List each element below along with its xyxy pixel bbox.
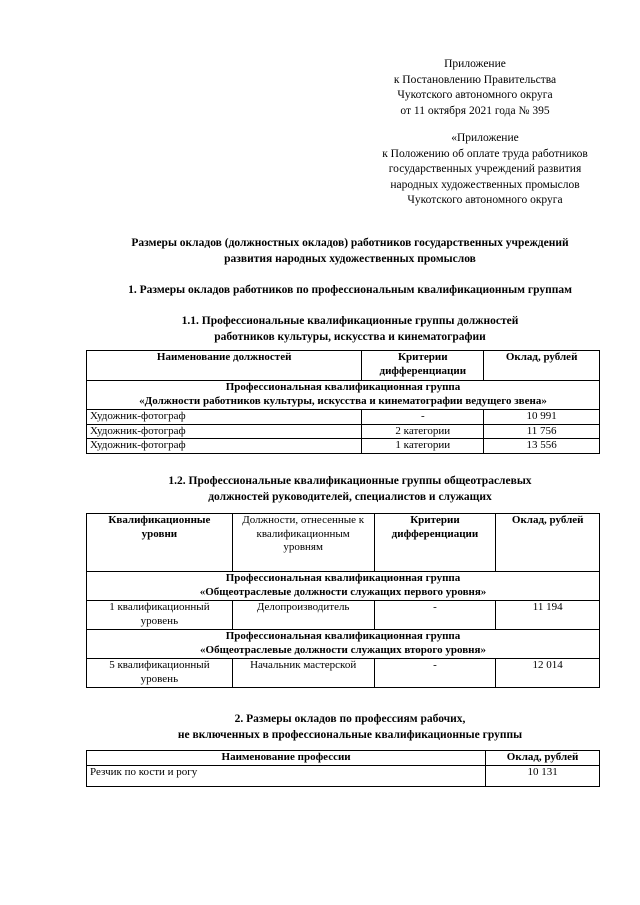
header-cell: Квалификационные уровни (87, 514, 233, 572)
appendix-title: Приложение (444, 58, 506, 70)
cell-criteria: 2 категории (362, 424, 484, 439)
main-title-line2: развития народных художественных промыслов (224, 252, 476, 265)
group-row (87, 630, 600, 659)
appendix2-line3: народных художественных промыслов (390, 178, 580, 191)
cell-level: 1 квалификационный уровень (87, 601, 233, 630)
appendix2-line2: государственных учреждений развития (388, 163, 582, 175)
appendix-line3: от 11 октября 2021 года № 395 (400, 104, 550, 117)
table-row (87, 410, 600, 425)
cell-position: Начальник мастерской (232, 659, 374, 688)
section12-table (86, 513, 600, 688)
table-row (87, 424, 600, 439)
table-header-row (87, 351, 600, 381)
group-row (87, 572, 600, 601)
appendix2-header (340, 131, 630, 209)
main-title-line1: Размеры окладов (должностных окладов) работников государственных учреждений (131, 237, 569, 249)
section12-title-line2: должностей руководителей, специалистов и служащих (208, 490, 492, 503)
appendix2-line1: к Положению об оплате труда работников (382, 147, 588, 160)
appendix-header (330, 57, 620, 119)
group-line1: Профессиональная квалификационная группа (225, 381, 461, 393)
cell-level: 5 квалификационный уровень (87, 659, 233, 688)
table-header-row (87, 514, 600, 572)
cell-name: Художник-фотограф (87, 424, 362, 439)
header-cell: Должности, отнесенные к квалификационным уровням (232, 514, 374, 572)
cell-salary: 13 556 (484, 439, 600, 454)
table-row (87, 601, 600, 630)
cell-salary: 10 991 (484, 410, 600, 425)
section2-table (86, 750, 600, 787)
group-line1: Профессиональная квалификационная группа (225, 572, 461, 584)
appendix-line2: Чукотского автономного округа (397, 89, 553, 101)
main-title (60, 236, 640, 267)
appendix2-line4: Чукотского автономного округа (407, 194, 563, 206)
cell-criteria: 1 категории (362, 439, 484, 454)
header-cell: Наименование профессии (87, 751, 486, 766)
cell-criteria: - (362, 410, 484, 425)
group-line2: «Должности работников культуры, искусства и кинематографии ведущего звена» (139, 394, 547, 407)
section11-title-line1: 1.1. Профессиональные квалификационные группы должностей (181, 315, 519, 327)
section2-title-line1: 2. Размеры окладов по профессиям рабочих, (234, 713, 466, 725)
header-cell: Критерии дифференциации (362, 351, 484, 381)
group-line1: Профессиональная квалификационная группа (225, 630, 461, 642)
section12-title-line1: 1.2. Профессиональные квалификационные группы общеотраслевых (168, 475, 532, 487)
cell-criteria: - (374, 601, 496, 630)
table-row (87, 765, 600, 786)
appendix2-title: «Приложение (451, 132, 519, 144)
header-cell: Оклад, рублей (496, 514, 600, 572)
header-cell: Наименование должностей (87, 351, 362, 381)
section2-title-line2: не включенных в профессиональные квалификационные группы (177, 728, 523, 741)
section1-title: 1. Размеры окладов работников по профессиональным квалификационным группам (128, 284, 572, 296)
cell-name: Художник-фотограф (87, 410, 362, 425)
cell-name: Резчик по кости и рогу (87, 765, 486, 786)
group-line2: «Общеотраслевые должности служащих второго уровня» (200, 643, 486, 656)
group-row (87, 381, 600, 410)
cell-position: Делопроизводитель (232, 601, 374, 630)
header-cell: Оклад, рублей (486, 751, 600, 766)
section11-title-line2: работников культуры, искусства и кинематографии (214, 330, 486, 343)
table-row (87, 659, 600, 688)
section11-title (60, 314, 640, 345)
header-cell: Критерии дифференциации (374, 514, 496, 572)
cell-salary: 10 131 (486, 765, 600, 786)
cell-name: Художник-фотограф (87, 439, 362, 454)
section11-table (86, 350, 600, 454)
header-cell: Оклад, рублей (484, 351, 600, 381)
appendix-line1: к Постановлению Правительства (393, 73, 557, 86)
table-row (87, 439, 600, 454)
cell-criteria: - (374, 659, 496, 688)
cell-salary: 12 014 (496, 659, 600, 688)
section12-title (60, 474, 640, 505)
cell-salary: 11 194 (496, 601, 600, 630)
cell-salary: 11 756 (484, 424, 600, 439)
table-header-row (87, 751, 600, 766)
group-line2: «Общеотраслевые должности служащих первого уровня» (199, 585, 487, 598)
section2-title (60, 712, 640, 743)
